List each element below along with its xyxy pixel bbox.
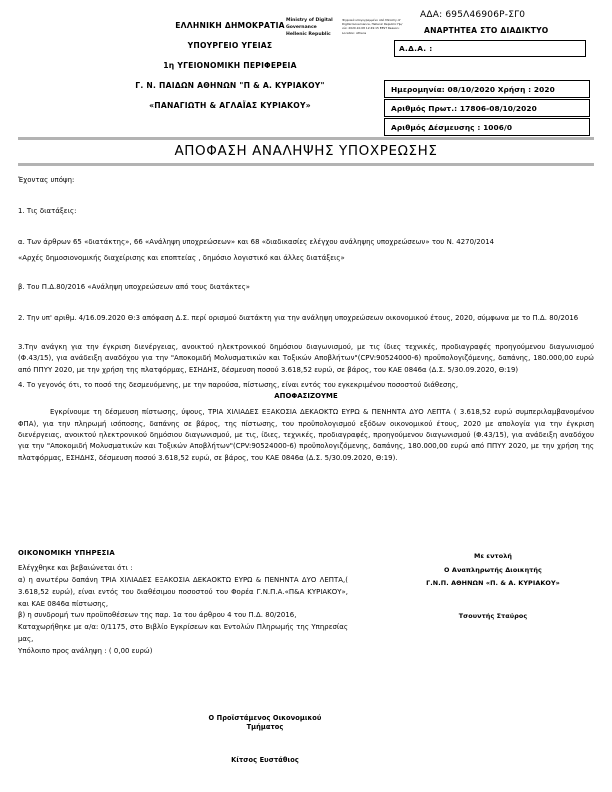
right-signature-name: Τσουντής Σταύρος [458, 611, 528, 620]
item-1a-line-1: α. Των άρθρων 65 «διατάκτης», 66 «Ανάληψη υποχρεώσεων» και 68 «διαδικασίες ελέγχου ανάληψης υποχρεώσεων» του Ν. 4270/2014 [18, 238, 495, 247]
item-3: 3.Την ανάγκη για την έγκριση διενέργειας, ανοικτού ηλεκτρονικού δημόσιου διαγωνισμού, με τις ίδιες τεχνικές, προδιαγραφές προηγούμενου διαγωνισμού (Φ.43/15), για ανάδειξη αναδόχου για την "Αποκομιδή Μολυσματικών και Τοξικών Αποβλήτων"(CPV:90524000-6) προϋπολογιζόμενης, δαπάνης, 180.000,00 ευρώ από ΠΠΥΥ 2020, με την χρήση της πλατφόρμας, ΕΣΗΔΗΣ, δέσμευση ποσού 3.618,52 ευρώ, σε βάρος, του ΚΑΕ 0846α (Δ.Σ. 5/30.09.2020, Θ:19) [18, 343, 594, 374]
org-line-4: Γ. Ν. ΠΑΙΔΩΝ ΑΘΗΝΩΝ "Π & Α. ΚΥΡΙΑΚΟΥ" [135, 81, 325, 91]
financial-check-line: Ελέγχθηκε και βεβαιώνεται ότι : [18, 563, 133, 572]
org-line-1: ΕΛΛΗΝΙΚΗ ΔΗΜΟΚΡΑΤΙΑ [175, 21, 285, 30]
financial-line-b: β) η συνδρομή των προϋποθέσεων της παρ. 1α του άρθρου 4 του Π.Δ. 80/2016, [18, 611, 297, 620]
center-signature-name: Κίτσος Ευστάθιος [231, 756, 299, 765]
org-line-2: ΥΠΟΥΡΓΕΙΟ ΥΓΕΙΑΣ [187, 41, 273, 51]
publication-notice: ΑΝΑΡΤΗΤΕΑ ΣΤΟ ΔΙΑΔΙΚΤΥΟ [424, 26, 549, 35]
ada-box-label: Α.Δ.Α. : [399, 44, 433, 53]
item-1b: β. Του Π.Δ.80/2016 «Ανάληψη υποχρεώσεων από τους διατάκτες» [18, 282, 251, 291]
title-rule-bottom [18, 163, 594, 166]
org-line-3: 1η ΥΓΕΙΟΝΟΜΙΚΗ ΠΕΡΙΦΕΡΕΙΑ [163, 61, 297, 71]
signature-block-center [150, 714, 380, 766]
financial-balance-line: Υπόλοιπο προς ανάληψη : ( 0,00 ευρώ) [18, 647, 153, 655]
right-signature-line-3: Γ.Ν.Π. ΑΘΗΝΩΝ «Π. & Α. ΚΥΡΙΑΚΟΥ» [426, 579, 560, 588]
document-title: ΑΠΟΦΑΣΗ ΑΝΑΛΗΨΗΣ ΥΠΟΧΡΕΩΣΗΣ [174, 143, 438, 159]
commitment-field-box [384, 118, 590, 136]
digital-signature-stamp [286, 18, 406, 39]
document-header [0, 0, 612, 132]
ada-code: ΑΔΑ: 695Λ46906Ρ-ΣΓ0 [420, 10, 526, 20]
ada-empty-box [394, 40, 586, 57]
date-field-box [384, 80, 590, 98]
item-1-heading: 1. Τις διατάξεις: [18, 207, 77, 216]
center-signature-line-1: Ο Προϊστάμενος Οικονομικού [208, 714, 322, 722]
financial-heading: ΟΙΚΟΝΟΜΙΚΗ ΥΠΗΡΕΣΙΑ [18, 549, 115, 557]
right-signature-line-2: Ο Αναπληρωτής Διοικητής [444, 565, 542, 574]
financial-registration-line: Καταχωρήθηκε με α/α: 0/1175, στο Βιβλίο Εγκρίσεων και Εντολών Πληρωμής της Υπηρεσίας μας, [18, 623, 348, 644]
item-4: 4. Το γεγονός ότι, το ποσό της δεσμευόμενης, με την παρούσα, πίστωσης, είναι εντός του εγκεκριμένου ποσοστού διάθεσης, [18, 380, 459, 389]
item-1a-line-2: «Αρχές δημοσιονομικής διαχείρισης και εποπτείας , δημόσιο λογιστικό και άλλες διατάξεις» [18, 253, 345, 262]
center-signature-line-2: Τμήματος [246, 723, 284, 732]
having-regard-line: Έχοντας υπόψη: [18, 176, 75, 184]
commitment-field-text: Αριθμός Δέσμευσης : 1006/0 [391, 122, 513, 132]
document-body [18, 175, 594, 464]
signature-authority: Ministry of Digital Governance Hellenic Republic [286, 18, 333, 37]
right-signature-line-1: Με εντολή [473, 552, 512, 560]
signature-details: Ψηφιακά υπογεγραμμένο από Ministry of Digital Governance, Hellenic Republic Ημ/νία: 2020.10.08 12:49:15 EEST Reason: Location: Athens [342, 18, 403, 35]
protocol-field-box [384, 99, 590, 117]
protocol-field-text: Αριθμός Πρωτ.: 17806-08/10/2020 [391, 103, 537, 113]
decide-heading: ΑΠΟΦΑΣΙΖΟΥΜΕ [274, 391, 338, 400]
signature-block-right [392, 552, 594, 626]
date-field-text: Ημερομηνία: 08/10/2020 Χρήση : 2020 [391, 84, 555, 94]
org-line-5: «ΠΑΝΑΓΙΩΤΗ & ΑΓΛΑΪΑΣ ΚΥΡΙΑΚΟΥ» [149, 101, 311, 111]
decide-paragraph: Εγκρίνουμε τη δέσμευση πίστωσης, ύψους, ΤΡΙΑ ΧΙΛΙΑΔΕΣ ΕΞΑΚΟΣΙΑ ΔΕΚΑΟΚΤΩ ΕΥΡΩ & ΠΕΝΗΝΤΑ ΔΥΟ ΛΕΠΤΑ ( 3.618,52 ευρώ συμπεριλαμβανομένου ΦΠΑ), για την πληρωμή ισόποσης, δαπάνης σε βάρος, της πίστωσης, του προϋπολογισμού εξόδων οικονομικού έτους, 2020 με απολογία για την έγκριση διενέργειας, ανοικτού ηλεκτρονικού δημόσιου διαγωνισμού, με τις, ίδιες, τεχνικές, προδιαγραφές, προηγούμενου διαγωνισμού (Φ.43/15), για ανάδειξη αναδόχου για την "Αποκομιδή Μολυσματικών και Τοξικών Αποβλήτων"(CPV:90524000-6) προϋπολογιζόμενης, δαπάνης, 180.000,00 ευρώ από ΠΠΥΥ 2020, με την χρήση της πλατφόρμας, ΕΣΗΔΗΣ, δέσμευση ποσού 3.618,52 ευρώ, σε βάρος, του ΚΑΕ 0846α (Δ.Σ. 5/30.09.2020, Θ:19). [18, 408, 594, 462]
item-2: 2. Την υπ' αριθμ. 4/16.09.2020 Θ:3 απόφαση Δ.Σ. περί ορισμού διατάκτη για την ανάληψη υποχρεώσεων οικονομικού έτους, 2020, σύμφωνα με το Π.Δ. 80/2016 [18, 313, 579, 322]
financial-line-a: α) η ανωτέρω δαπάνη ΤΡΙΑ ΧΙΛΙΑΔΕΣ ΕΞΑΚΟΣΙΑ ΔΕΚΑΟΚΤΩ ΕΥΡΩ & ΠΕΝΗΝΤΑ ΔΥΟ ΛΕΠΤΑ,( 3.618,52 ευρώ), είναι εντός του διαθέσιμου ποσοστού του Φορέα Γ.Ν.Π.Α.«Π&Α ΚΥΡΙΑΚΟΥ», και ΚΑΕ 0846α πίστωσης, [18, 575, 348, 608]
